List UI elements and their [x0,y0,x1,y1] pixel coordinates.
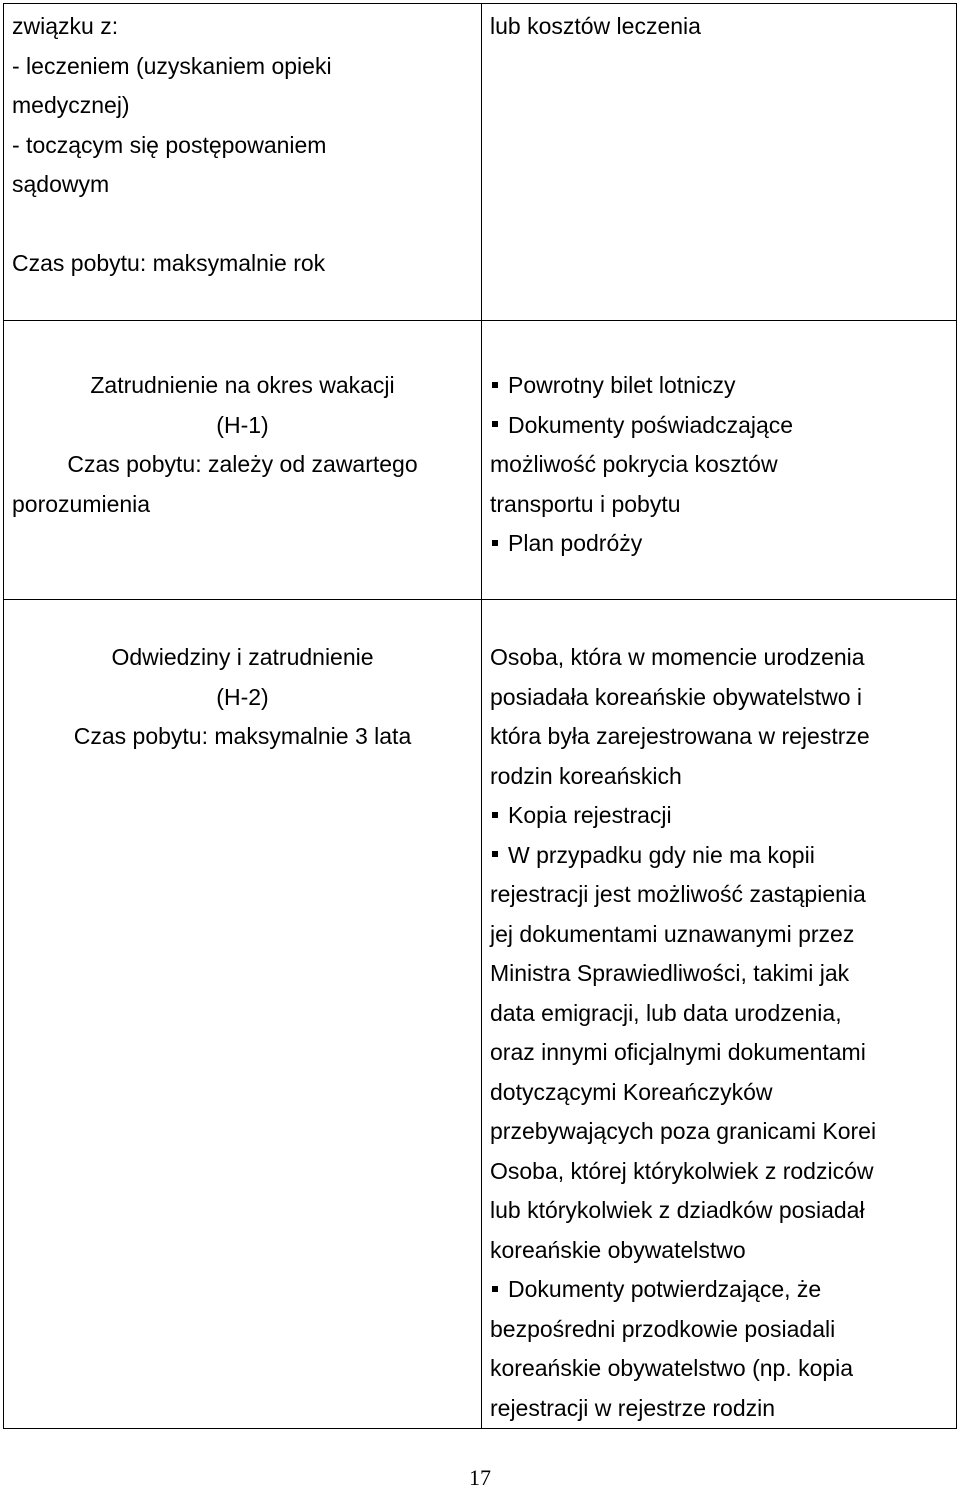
stay-duration: Czas pobytu: zależy od zawartego [67,451,418,477]
list-item [490,524,948,564]
spacer [12,205,473,245]
list-item-text-continued: oraz innymi oficjalnymi dokumentami [490,1039,866,1065]
list-item-text: Dokumenty poświadczające [508,411,794,438]
visa-type-cell [4,321,482,600]
visa-title: Odwiedziny i zatrudnienie [111,644,374,670]
list-item-text: W przypadku gdy nie ma kopii [508,841,815,868]
list-item [490,1270,948,1310]
text-line: medycznej) [12,92,130,118]
list-item [490,366,948,406]
requirements-cell [482,600,957,1429]
visa-code: (H-2) [216,683,269,710]
list-item-text-continued: rejestracji w rejestrze rodzin [490,1394,776,1421]
requirements-cell [482,321,957,600]
text-line: koreańskie obywatelstwo [490,1236,746,1263]
visa-title: Zatrudnienie na okres wakacji [90,372,395,398]
table-row [4,321,957,600]
list-item-text-continued: rejestracji jest możliwość zastąpienia [490,881,866,907]
stay-duration: Czas pobytu: maksymalnie 3 lata [73,723,412,749]
list-item-text: Powrotny bilet lotniczy [508,372,736,398]
list-item-text-continued: data emigracji, lub data urodzenia, [490,999,842,1026]
square-bullet-icon [492,812,498,818]
text-line: Osoba, która w momencie urodzenia [490,644,865,670]
list-item-text-continued: koreańskie obywatelstwo (np. kopia [490,1355,854,1381]
list-item-text-continued: dotyczącymi Koreańczyków [490,1078,773,1105]
page-number: 17 [469,1465,491,1490]
text-line: lub którykolwiek z dziadków posiadał [490,1197,865,1223]
list-item [490,836,948,876]
visa-code: (H-1) [216,411,269,438]
list-item-text: Plan podróży [508,530,643,556]
stay-duration-continued: porozumienia [12,490,151,517]
list-item-text-continued: Ministra Sprawiedliwości, takimi jak [490,960,850,986]
text-line: posiadała koreańskie obywatelstwo i [490,683,863,710]
list-item-text-continued: przebywających poza granicami Korei [490,1118,877,1144]
list-item-text-continued: bezpośredni przodkowie posiadali [490,1315,836,1342]
list-item [490,796,948,836]
requirements-cell [482,4,957,321]
square-bullet-icon [492,421,498,427]
visa-type-cell [4,600,482,1429]
square-bullet-icon [492,851,498,857]
list-item-text-continued: jej dokumentami uznawanymi przez [490,920,855,947]
text-line: - leczeniem (uzyskaniem opieki [12,52,332,79]
text-line: związku z: [12,13,119,39]
table-row [4,600,957,1429]
square-bullet-icon [492,540,498,546]
list-item-text: Dokumenty potwierdzające, że [508,1276,822,1302]
visa-requirements-table [3,3,957,1429]
text-line: która była zarejestrowana w rejestrze [490,723,870,749]
visa-type-cell [4,4,482,321]
text-line: lub kosztów leczenia [490,13,701,39]
text-line: Osoba, której którykolwiek z rodziców [490,1157,874,1184]
stay-duration: Czas pobytu: maksymalnie rok [12,250,326,276]
text-line: rodzin koreańskich [490,762,682,789]
list-item-text: Kopia rejestracji [508,802,672,828]
text-line: sądowym [12,171,110,197]
table-row [4,4,957,321]
list-item-text-continued: transportu i pobytu [490,490,681,517]
list-item [490,406,948,446]
square-bullet-icon [492,382,498,388]
square-bullet-icon [492,1286,498,1292]
text-line: - toczącym się postępowaniem [12,131,327,158]
list-item-text-continued: możliwość pokrycia kosztów [490,451,778,477]
